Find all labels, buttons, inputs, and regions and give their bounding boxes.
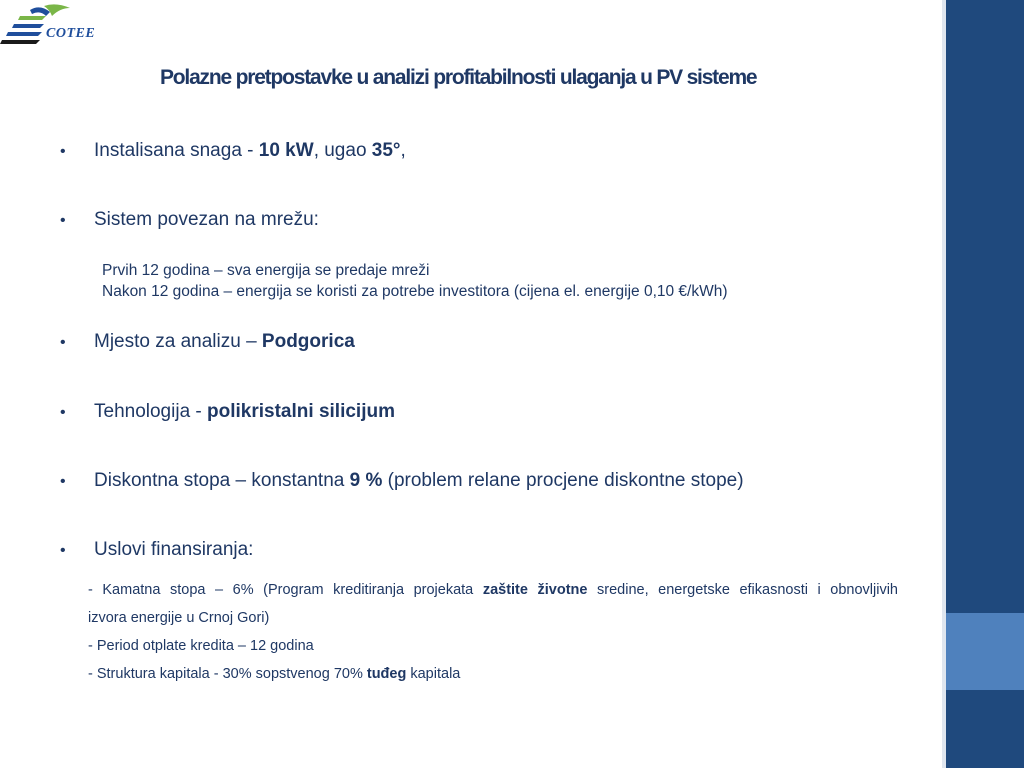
bullet-financing: • Uslovi finansiranja: — [60, 539, 254, 560]
financing-interest-rate-cont: izvora energije u Crnoj Gori) — [88, 610, 270, 626]
bullet-dot-icon: • — [60, 542, 66, 559]
grid-sub-after-12-years: Nakon 12 godina – energija se koristi za potrebe investitora (cijena el. energije 0,10 €/kWh) — [102, 283, 728, 300]
logo-text: COTEE — [46, 26, 96, 41]
bullet-dot-icon: • — [60, 334, 66, 351]
financing-capital-structure: - Struktura kapitala - 30% sopstvenog 70% tuđeg kapitala — [88, 666, 461, 682]
bullet-discount-rate: • Diskontna stopa – konstantna 9 % (problem relane procjene diskontne stope) — [60, 470, 744, 491]
cotee-logo — [0, 0, 110, 48]
bullet-grid-connected: • Sistem povezan na mrežu: — [60, 209, 319, 230]
financing-repayment-period: - Period otplate kredita – 12 godina — [88, 638, 314, 654]
bullet-dot-icon: • — [60, 143, 66, 160]
bullet-location: • Mjesto za analizu – Podgorica — [60, 331, 355, 352]
bullet-dot-icon: • — [60, 404, 66, 421]
financing-details — [88, 576, 898, 688]
sidebar-panel-accent — [946, 613, 1024, 690]
bullet-installed-power: • Instalisana snaga - 10 kW, ugao 35°, — [60, 140, 406, 161]
grid-sub-first-12-years: Prvih 12 godina – sva energija se predaje mreži — [102, 262, 430, 279]
sidebar-panel-bottom — [946, 690, 1024, 768]
slide-title: Polazne pretpostavke u analizi profitabilnosti ulaganja u PV sisteme — [160, 66, 757, 89]
bullet-technology: • Tehnologija - polikristalni silicijum — [60, 401, 395, 422]
bullet-dot-icon: • — [60, 473, 66, 490]
sidebar-panel-top — [946, 0, 1024, 613]
bullet-dot-icon: • — [60, 212, 66, 229]
financing-interest-rate: - Kamatna stopa – 6% (Program kreditiranja projekata zaštite životne sredine, energetske efikasnosti i obnovljivih — [88, 582, 898, 598]
